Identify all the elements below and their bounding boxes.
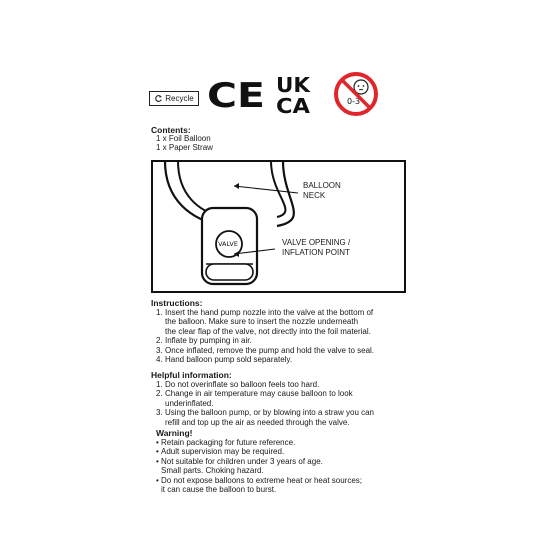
- contents-item: 1 x Paper Straw: [156, 143, 213, 153]
- balloon-valve-diagram: [151, 160, 406, 293]
- list-item: 4. Hand balloon pump sold separately.: [156, 355, 293, 365]
- list-item: 1. Do not overinflate so balloon feels too hard.: [156, 380, 320, 389]
- recycle-icon: [154, 94, 163, 103]
- contents-title: Contents:: [151, 125, 191, 135]
- helpful-list: [156, 380, 416, 427]
- ukca-mark-line2: CA: [276, 94, 311, 118]
- list-item: • Do not expose balloons to extreme heat or heat sources; it can cause the balloon to burst.: [156, 475, 363, 495]
- ce-mark: CE: [207, 76, 265, 116]
- certification-marks: [206, 70, 391, 120]
- list-item: 2. Inflate by pumping in air.: [156, 336, 252, 346]
- list-item: 2. Change in air temperature may cause balloon to look underinflated.: [156, 389, 353, 408]
- age-warning-icon: [336, 74, 376, 114]
- list-item: 1. Insert the hand pump nozzle into the valve at the bottom of the balloon. Make sure to insert the nozzle underneath the clear flap of the valve, not directly into the foil material.: [156, 308, 374, 336]
- contents-item: 1 x Foil Balloon: [156, 134, 211, 143]
- instructions-list: [156, 308, 416, 364]
- valve-text: VALVE: [218, 240, 238, 248]
- list-item: • Adult supervision may be required.: [156, 447, 285, 457]
- valve-flap: [206, 264, 253, 280]
- balloon-neck-label: BALLOON NECK: [303, 181, 341, 200]
- list-item: 3. Using the balloon pump, or by blowing into a straw you can refill and top up the air as needed through the valve.: [156, 408, 375, 427]
- instructions-title: Instructions:: [151, 298, 203, 308]
- valve-opening-label: VALVE OPENING / INFLATION POINT: [282, 238, 351, 257]
- ukca-mark-line1: UK: [276, 73, 312, 97]
- age-range-text: 0-3: [347, 97, 361, 106]
- list-item: 3. Once inflated, remove the pump and hold the valve to seal.: [156, 345, 375, 355]
- warning-list: [156, 438, 416, 494]
- recycle-badge: [149, 91, 199, 106]
- list-item: • Not suitable for children under 3 years of age. Small parts. Choking hazard.: [156, 456, 323, 476]
- recycle-label: Recycle: [165, 94, 194, 103]
- contents-list: [156, 134, 213, 153]
- list-item: • Retain packaging for future reference.: [156, 438, 296, 447]
- helpful-title: Helpful information:: [151, 370, 232, 380]
- warning-title: Warning!: [156, 428, 193, 438]
